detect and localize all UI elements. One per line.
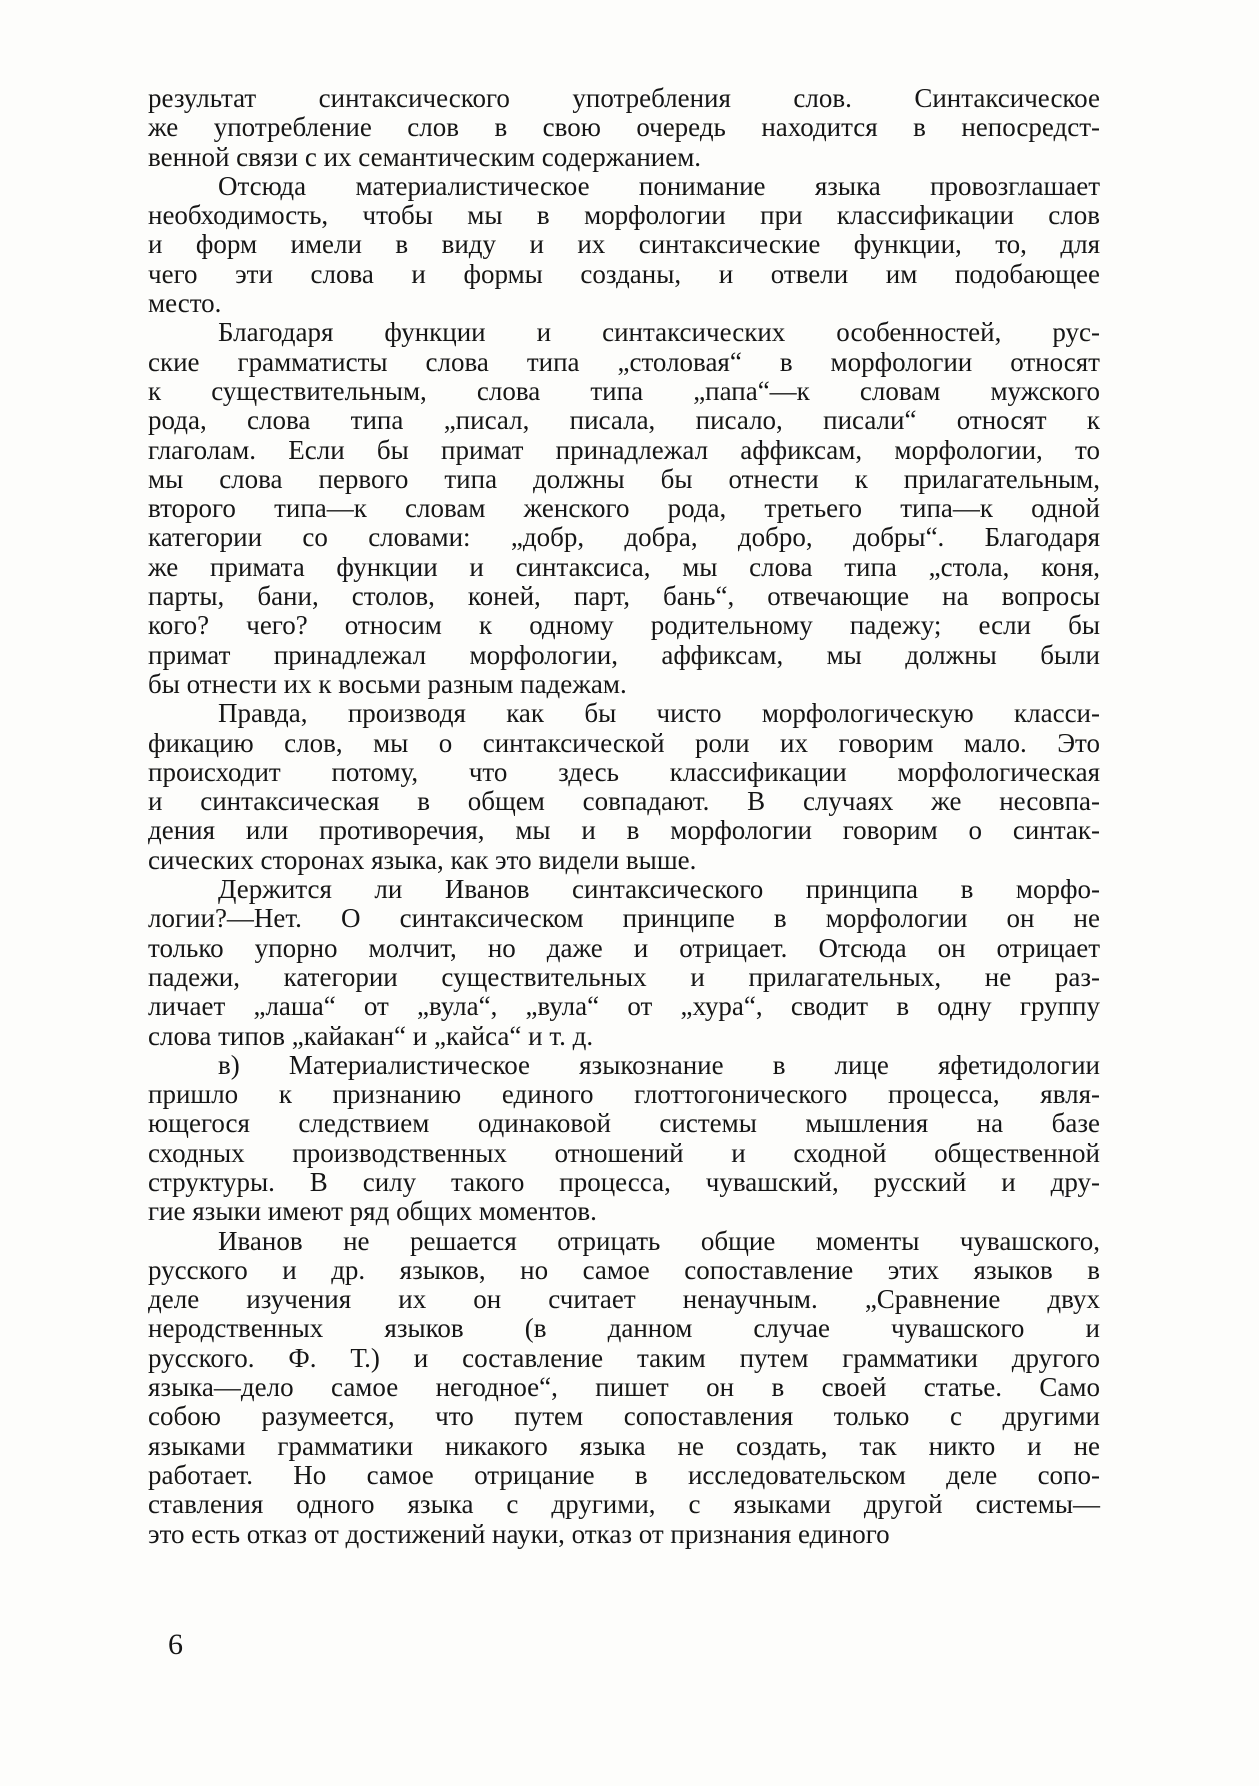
text-line: дения или противоречия, мы и в морфологии говорим о синтак-: [148, 815, 1100, 846]
text-line: Благодаря функции и синтаксических особенностей, рус-: [218, 317, 1100, 348]
text-line: мы слова первого типа должны бы отнести к прилагательным,: [148, 463, 1100, 494]
text-line: ские грамматисты слова типа „столовая“ в морфологии относят: [148, 346, 1100, 377]
text-line: происходит потому, что здесь классификации морфологическая: [148, 756, 1100, 787]
text-line: деле изучения их он считает ненаучным. „Сравнение двух: [148, 1284, 1100, 1315]
text-line: это есть отказ от достижений науки, отказ от признания единого: [148, 1518, 890, 1549]
text-line: Правда, производя как бы чисто морфологическую класси-: [218, 698, 1100, 729]
paragraph: [148, 1051, 1100, 1227]
text-line: падежи, категории существительных и прилагательных, не раз-: [148, 961, 1100, 992]
paragraph: [148, 875, 1100, 1051]
text-line: чего эти слова и формы созданы, и отвели им подобающее: [148, 258, 1100, 289]
paragraph: [148, 84, 1100, 172]
text-line: сходных производственных отношений и сходной общественной: [148, 1137, 1100, 1168]
text-line: ставления одного языка с другими, с языками другой системы—: [148, 1489, 1100, 1520]
text-line: Иванов не решается отрицать общие моменты чувашского,: [218, 1225, 1100, 1256]
text-line: бы отнести их к восьми разным падежам.: [148, 668, 627, 699]
text-line: кого? чего? относим к одному родительному падежу; если бы: [148, 610, 1100, 641]
text-line: собою разумеется, что путем сопоставления только с другими: [148, 1401, 1100, 1432]
text-line: венной связи с их семантическим содержанием.: [148, 141, 702, 172]
text-line: только упорно молчит, но даже и отрицает. Отсюда он отрицает: [148, 932, 1100, 963]
text-line: примат принадлежал морфологии, аффиксам, мы должны были: [148, 639, 1100, 670]
text-line: и форм имели в виду и их синтаксические функции, то, для: [148, 229, 1100, 260]
text-line: в) Материалистическое языкознание в лице яфетидологии: [218, 1049, 1100, 1080]
text-line: парты, бани, столов, коней, парт, бань“, отвечающие на вопросы: [148, 581, 1100, 612]
paragraph: [148, 172, 1100, 318]
text-line: необходимость, чтобы мы в морфологии при классификации слов: [148, 200, 1100, 231]
text-line: категории со словами: „добр, добра, добро, добры“. Благодаря: [148, 522, 1100, 553]
text-line: место.: [148, 288, 222, 319]
text-line: и синтаксическая в общем совпадают. В случаях же несовпа-: [148, 786, 1100, 817]
text-line: результат синтаксического употребления слов. Синтаксическое: [148, 83, 1100, 113]
text-line: структуры. В силу такого процесса, чувашский, русский и дру-: [148, 1166, 1100, 1197]
text-line: русского и др. языков, но самое сопоставление этих языков в: [148, 1254, 1100, 1285]
page-number: 6: [168, 1628, 183, 1661]
text-line: сических сторонах языка, как это видели выше.: [148, 844, 697, 875]
text-line: же примата функции и синтаксиса, мы слова типа „стола, коня,: [148, 551, 1100, 582]
text-line: фикацию слов, мы о синтаксической роли их говорим мало. Это: [148, 727, 1100, 758]
text-line: к существительным, слова типа „папа“—к словам мужского: [148, 375, 1100, 406]
text-line: слова типов „кайакан“ и „кайса“ и т. д.: [148, 1020, 594, 1051]
paragraph: [148, 1227, 1100, 1549]
text-line: ющегося следствием одинаковой системы мышления на базе: [148, 1108, 1100, 1139]
text-line: рода, слова типа „писал, писала, писало, писали“ относят к: [148, 405, 1100, 436]
text-line: языками грамматики никакого языка не создать, так никто и не: [148, 1430, 1100, 1461]
text-line: Держится ли Иванов синтаксического принципа в морфо-: [218, 874, 1100, 905]
text-line: Отсюда материалистическое понимание языка провозглашает: [218, 170, 1100, 201]
text-line: же употребление слов в свою очередь находится в непосредст-: [148, 112, 1100, 143]
paragraph: [148, 318, 1100, 699]
text-line: второго типа—к словам женского рода, третьего типа—к одной: [148, 493, 1100, 524]
text-line: неродственных языков (в данном случае чувашского и: [148, 1313, 1100, 1344]
text-line: глаголам. Если бы примат принадлежал аффиксам, морфологии, то: [148, 434, 1100, 465]
text-line: личает „лаша“ от „вула“, „вула“ от „хура“, сводит в одну группу: [148, 991, 1100, 1022]
text-line: работает. Но самое отрицание в исследовательском деле сопо-: [148, 1459, 1100, 1490]
text-line: русского. Ф. Т.) и составление таким путем грамматики другого: [148, 1342, 1100, 1373]
paragraph: [148, 699, 1100, 875]
text-line: пришло к признанию единого глоттогонического процесса, явля-: [148, 1079, 1100, 1110]
text-line: гие языки имеют ряд общих моментов.: [148, 1196, 597, 1227]
body-text: [148, 84, 1100, 1549]
text-line: логии?—Нет. О синтаксическом принципе в морфологии он не: [148, 903, 1100, 934]
text-line: языка—дело самое негодное“, пишет он в своей статье. Само: [148, 1372, 1100, 1403]
